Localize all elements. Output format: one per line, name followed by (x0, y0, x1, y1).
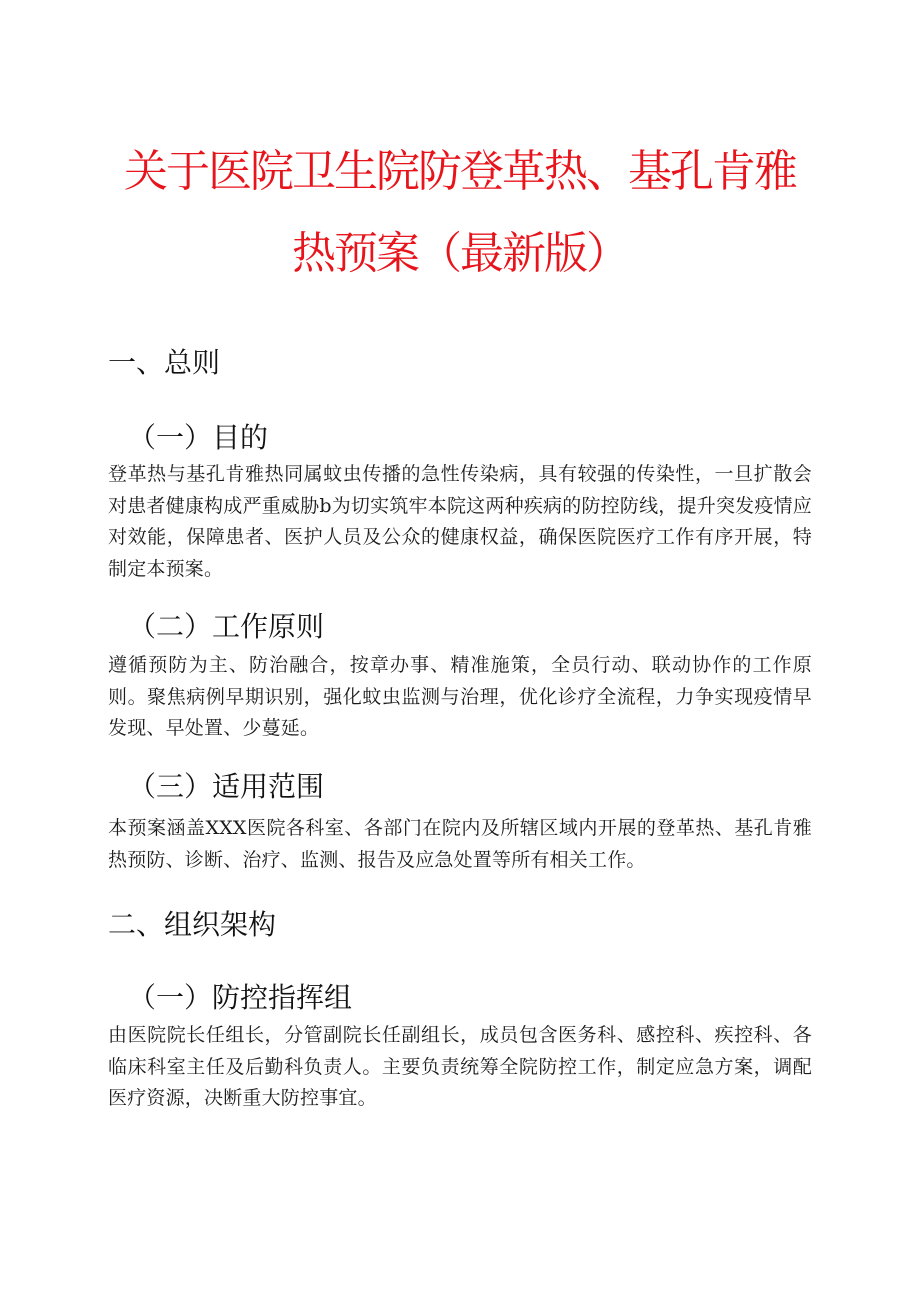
subsection-heading-principles: （二）工作原则 (128, 610, 325, 643)
document-title-line-1: 关于医院卫生院防登革热、基孔肯雅 (124, 146, 796, 197)
subsection-heading-scope: （三）适用范围 (128, 770, 325, 803)
document-title-line-2: 热预案（最新版） (292, 228, 628, 279)
subsection-heading-command-group: （一）防控指挥组 (128, 981, 353, 1014)
section-heading-organization: 二、组织架构 (108, 908, 277, 941)
paragraph-command-group: 由医院院长任组长，分管副院长任副组长，成员包含医务科、感控科、疾控科、各临床科室主任及后勤科负责人。主要负责统筹全院防控工作，制定应急方案，调配医疗资源，决断重大防控事宜。 (108, 1024, 812, 1109)
paragraph-scope: 本预案涵盖XXX医院各科室、各部门在院内及所辖区域内开展的登革热、基孔肯雅热预防、诊断、治疗、监测、报告及应急处置等所有相关工作。 (108, 817, 812, 871)
subsection-heading-purpose: （一）目的 (128, 421, 269, 454)
section-heading-general: 一、总则 (108, 346, 221, 379)
paragraph-principles: 遵循预防为主、防治融合，按章办事、精准施策，全员行动、联动协作的工作原则。聚焦病例早期识别，强化蚊虫监测与治理，优化诊疗全流程，力争实现疫情早发现、早处置、少蔓延。 (108, 654, 812, 739)
paragraph-purpose: 登革热与基孔肯雅热同属蚊虫传播的急性传染病，具有较强的传染性，一旦扩散会对患者健康构成严重威胁b为切实筑牢本院这两种疾病的防控防线，提升突发疫情应对效能，保障患者、医护人员及公众的健康权益，确保医院医疗工作有序开展，特制定本预案。 (108, 463, 812, 580)
